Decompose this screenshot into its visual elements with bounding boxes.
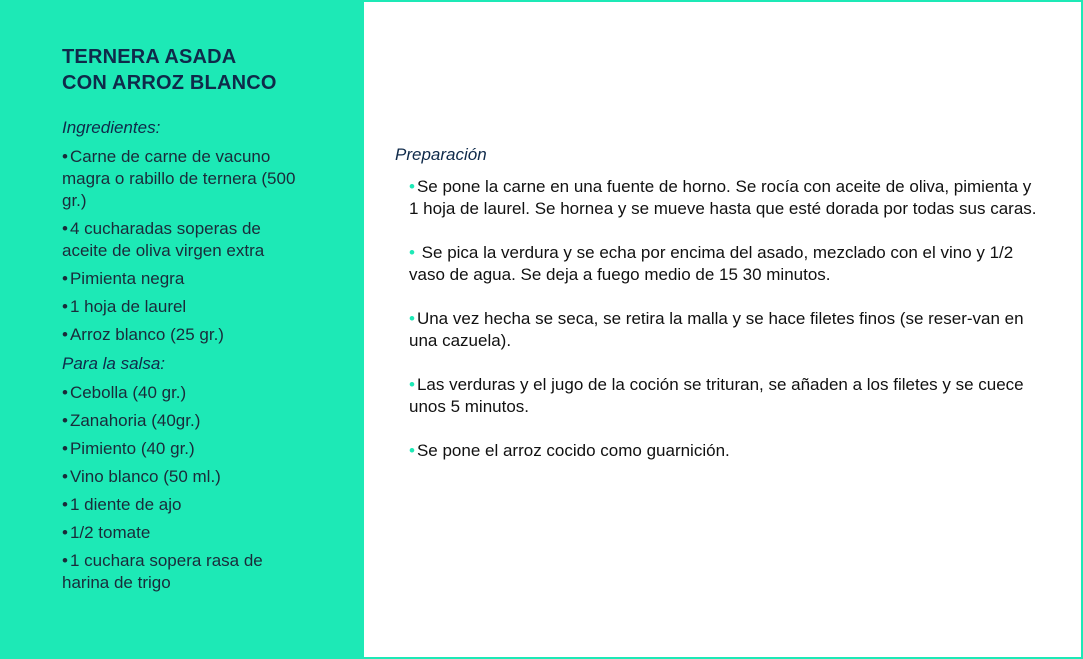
ingredients-heading: Ingredientes:	[62, 118, 161, 137]
bullet-icon: •	[409, 243, 415, 262]
bullet-icon: •	[62, 383, 68, 402]
bullet-icon: •	[62, 325, 68, 344]
bullet-icon: •	[62, 495, 68, 514]
bullet-icon: •	[62, 523, 68, 542]
preparation-steps	[409, 176, 1039, 484]
ingredients-panel	[2, 2, 364, 657]
ingredient-item: • Carne de carne de vacuno magra o rabillo de ternera (500 gr.)	[62, 147, 296, 210]
recipe-title-line-2: CON ARROZ BLANCO	[62, 72, 277, 94]
preparation-heading: Preparación	[395, 145, 487, 164]
preparation-step: • Se pone el arroz cocido como guarnición.	[409, 441, 730, 460]
ingredient-item: • Pimienta negra	[62, 269, 185, 288]
bullet-icon: •	[409, 441, 415, 460]
bullet-icon: •	[62, 439, 68, 458]
ingredients-list	[62, 146, 364, 346]
bullet-icon: •	[409, 177, 415, 196]
preparation-step: • Una vez hecha se seca, se retira la malla y se hace filetes finos (se reser-van en una cazuela).	[409, 309, 1024, 350]
preparation-panel	[364, 2, 1081, 657]
ingredient-item: • 4 cucharadas soperas de aceite de oliva virgen extra	[62, 219, 265, 260]
ingredient-item: • Arroz blanco (25 gr.)	[62, 325, 224, 344]
bullet-icon: •	[62, 411, 68, 430]
sauce-item: • 1 cuchara sopera rasa de harina de trigo	[62, 551, 263, 592]
bullet-icon: •	[409, 375, 415, 394]
ingredient-item: • 1 hoja de laurel	[62, 297, 187, 316]
bullet-icon: •	[62, 297, 68, 316]
bullet-icon: •	[62, 269, 68, 288]
sauce-item: • Zanahoria (40gr.)	[62, 411, 201, 430]
bullet-icon: •	[62, 147, 68, 166]
bullet-icon: •	[62, 551, 68, 570]
sauce-list	[62, 382, 364, 594]
preparation-step: • Las verduras y el jugo de la coción se trituran, se añaden a los filetes y se cuece unos 5 minutos.	[409, 375, 1024, 416]
recipe-title-line-1: TERNERA ASADA	[62, 46, 237, 68]
bullet-icon: •	[62, 219, 68, 238]
sauce-item: • Pimiento (40 gr.)	[62, 439, 195, 458]
preparation-step: • Se pone la carne en una fuente de horno. Se rocía con aceite de oliva, pimienta y 1 hoja de laurel. Se hornea y se mueve hasta que esté dorada por todas sus caras.	[409, 177, 1037, 218]
preparation-step: • Se pica la verdura y se echa por encima del asado, mezclado con el vino y 1/2 vaso de agua. Se deja a fuego medio de 15 30 minutos.	[409, 243, 1014, 284]
bullet-icon: •	[409, 309, 415, 328]
sauce-heading: Para la salsa:	[62, 354, 165, 373]
sauce-item: • Vino blanco (50 ml.)	[62, 467, 221, 486]
sauce-item: • 1/2 tomate	[62, 523, 151, 542]
sauce-item: • 1 diente de ajo	[62, 495, 182, 514]
recipe-title	[62, 44, 364, 96]
bullet-icon: •	[62, 467, 68, 486]
sauce-item: • Cebolla (40 gr.)	[62, 383, 187, 402]
